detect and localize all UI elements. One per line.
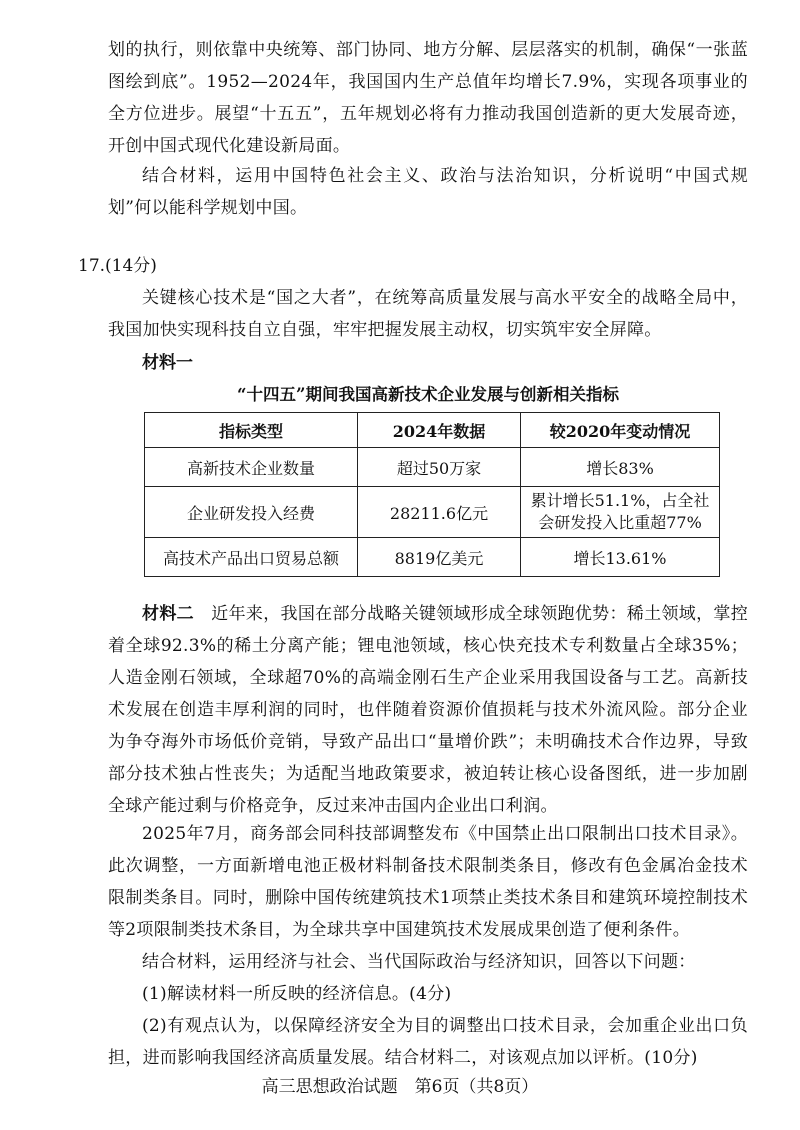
table-header-cell: 较2020年变动情况 <box>521 413 720 448</box>
table-row <box>145 448 720 487</box>
page-footer: 高三思想政治试题 第6页（共8页） <box>261 1077 539 1097</box>
table-row <box>145 538 720 577</box>
sub-question-1: (1)解读材料一所反映的经济信息。(4分) <box>142 984 452 1004</box>
material2-paragraph-2: 2025年7月，商务部会同科技部调整发布《中国禁止出口限制出口技术目录》。此次调整，一方面新增电池正极材料制备技术限制类条目，修改有色金属冶金技术限制类条目。同时，删除中国传统建筑技术1项禁止类技术条目和建筑环境控制技术等2项限制类技术条目，为全球共享中国建筑技术发展成果创造了便利条件。 <box>108 824 748 940</box>
table-cell: 累计增长51.1%，占全社会研发投入比重超77% <box>521 487 720 538</box>
question-task: 结合材料，运用经济与社会、当代国际政治与经济知识，回答以下问题： <box>142 952 696 972</box>
table-cell: 8819亿美元 <box>358 538 521 577</box>
intro-question: 结合材料，运用中国特色社会主义、政治与法治知识，分析说明“中国式规划”何以能科学规划中国。 <box>108 166 748 218</box>
table-cell: 高新技术企业数量 <box>145 448 358 487</box>
material2-text-1: 近年来，我国在部分战略关键领域形成全球领跑优势：稀土领域，掌控着全球92.3%的稀土分离产能；锂电池领域，核心快充技术专利数量占全球35%；人造金刚石领域，全球超70%的高端金刚石生产企业采用我国设备与工艺。高新技术发展在创造丰厚利润的同时，也伴随着资源价值损耗与技术外流风险。部分企业为争夺海外市场低价竞销，导致产品出口“量增价跌”；未明确技术合作边界，导致部分技术独占性丧失；为适配当地政策要求，被迫转让核心设备图纸，进一步加剧全球产能过剩与价格竞争，反过来冲击国内企业出口利润。 <box>108 604 748 816</box>
table-cell: 28211.6亿元 <box>358 487 521 538</box>
table-header-cell: 指标类型 <box>145 413 358 448</box>
material2-label: 材料二 <box>142 604 194 624</box>
table-row <box>145 487 720 538</box>
material2-paragraph-1 <box>108 598 748 822</box>
metrics-table <box>144 412 720 577</box>
material1-label: 材料一 <box>142 353 193 373</box>
table-cell: 高技术产品出口贸易总额 <box>145 538 358 577</box>
table-header-cell: 2024年数据 <box>358 413 521 448</box>
question-lead: 关键核心技术是“国之大者”，在统筹高质量发展与高水平安全的战略全局中，我国加快实现科技自立自强，牢牢把握发展主动权，切实筑牢安全屏障。 <box>108 288 748 340</box>
sub-question-2: (2)有观点认为，以保障经济安全为目的调整出口技术目录，会加重企业出口负担，进而影响我国经济高质量发展。结合材料二，对该观点加以评析。(10分) <box>108 1016 748 1068</box>
table-cell: 增长83% <box>521 448 720 487</box>
intro-paragraph: 划的执行，则依靠中央统筹、部门协同、地方分解、层层落实的机制，确保“一张蓝图绘到底”。1952—2024年，我国国内生产总值年均增长7.9%，实现各项事业的全方位进步。展望“十五五”，五年规划必将有力推动我国创造新的更大发展奇迹，开创中国式现代化建设新局面。 <box>108 40 748 156</box>
table-cell: 增长13.61% <box>521 538 720 577</box>
table-title: “十四五”期间我国高新技术企业发展与创新相关指标 <box>237 385 619 404</box>
table-header-row <box>145 413 720 448</box>
table-cell: 企业研发投入经费 <box>145 487 358 538</box>
question-number: 17.(14分) <box>78 256 157 276</box>
table-cell: 超过50万家 <box>358 448 521 487</box>
